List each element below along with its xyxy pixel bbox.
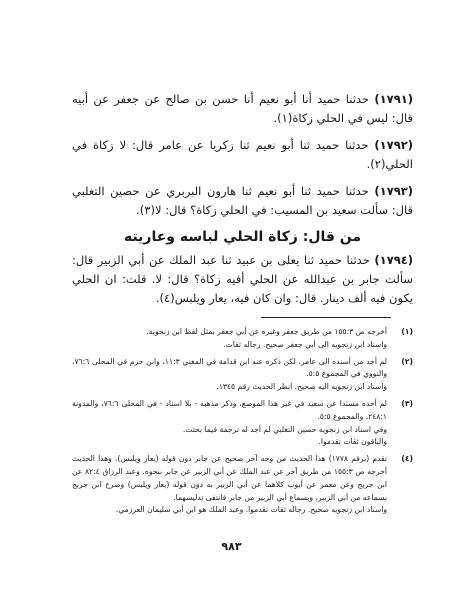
footnote-2 [72, 356, 413, 394]
footnote-line: وفي اسناد ابن زنجويه حصين التغلبي لم أجد له ترجمة فيما بحثت. [182, 424, 387, 434]
hadith-1793 [72, 182, 413, 220]
footnote-line: لم أجده مسندا عن سعيد في غير هذا الموضع، وذكر مذهبه - بلا اسناد - في المحلى ٧٦:٦، والمدونة ٢٤٨:١، والمجموع ٥:٥. [72, 398, 387, 421]
footnote-body [72, 453, 387, 517]
footnote-line: والباقون ثقات تقدموا. [318, 437, 387, 447]
page-number: ٩٨٣ [221, 540, 242, 553]
footnote-line: واسناد ابن زنجويه اليه صحيح. انظر الحديث رقم ١٣٤٥. [216, 382, 387, 392]
hadith-1791 [72, 90, 413, 128]
hadith-text: حدثنا حميد ثنا أبو نعيم ثنا هارون البربري عن حصين التغلبي قال: سألت سعيد بن المسيب: في الحلي زكاة؟ قال: لا(٣). [72, 184, 413, 217]
hadith-number: (١٧٩٤) [374, 253, 414, 267]
main-text [72, 90, 413, 316]
footnote-line: لم أجد من أسنده الى عامر، لكن ذكره عنه ابن قدامة في المغني ١١:٣، وابن حزم في المحلى ٧٦:٦، والنووي في المجموع ٥:٥. [72, 356, 387, 379]
footnote-separator [261, 317, 391, 318]
hadith-number: (١٧٩٢) [374, 138, 413, 152]
hadith-1794 [72, 251, 413, 308]
footnote-1 [72, 326, 413, 352]
hadith-1792 [72, 136, 413, 174]
footnote-body [72, 326, 387, 352]
footnote-number: (٤) [401, 454, 413, 464]
footnote-number: (١) [401, 327, 413, 336]
footnote-line: أخرجه ص ١٥٥:٣ من طريق جعفر وغيره عن أبي جعفر بمثل لفظ ابن زنجويه. [146, 327, 387, 336]
footnote-4 [72, 453, 413, 517]
hadith-number: (١٧٩١) [374, 92, 413, 106]
footnote-number: (٣) [401, 398, 413, 408]
footnote-line: واسناد ابن زنجويه الى أبي جعفر صحيح. رجاله ثقات. [223, 339, 387, 349]
footnote-line: تقدم (برقم ١٧٧٨) هذا الحديث من وجه آخر صحيح عن جابر دون قوله (يعار ويلبس). وهذا الحديث أخرجه ص ١٥٥:٣ من طريق آخر عن عبد الملك عن أبي الزبير عن جابر بنحوه. وعبد الرزاق ٨٢:٤ عن ابن جريج وعن معمر عن أيوب كلاهما عن أبي الزبير به دون قوله (يعار ويلبس) وصرح ابن جريج بسماعه من أبي الزبير، وبسماع أبي الزبير من جابر فانتفى تدليسهما. [72, 454, 387, 502]
hadith-number: (١٧٩٣) [374, 184, 414, 198]
hadith-text: حدثنا حميد ثنا يعلى بن عبيد ثنا عبد الملك عن أبي الزبير قال: سألت جابر بن عبدالله عن الحلي أفيه زكاة؟ قال: لا. قلت: ان الحلي يكون فيه ألف دينار. قال: وان كان فيه، يعار ويلبس(٤). [72, 253, 413, 305]
section-heading: من قال: زكاة الحلي لباسه وعاريته [123, 229, 362, 245]
footnote-body [72, 398, 387, 449]
footnotes [72, 326, 413, 521]
footnote-line: واسناد ابن زنجويه صحيح. رجاله ثقات تقدموا. وعبد الملك هو ابن أبي سليمان العرزمي. [115, 505, 387, 515]
footnote-body [72, 356, 387, 394]
footnote-number: (٢) [401, 356, 413, 366]
footnote-3 [72, 398, 413, 449]
hadith-text: حدثنا حميد أنا أبو نعيم أنا حسن بن صالح عن جعفر عن أبيه قال: ليس في الحلي زكاة(١). [72, 92, 413, 125]
hadith-text: حدثنا حميد ثنا أبو نعيم ثنا زكريا عن عامر قال: لا زكاة في الحلي(٢). [72, 138, 413, 171]
